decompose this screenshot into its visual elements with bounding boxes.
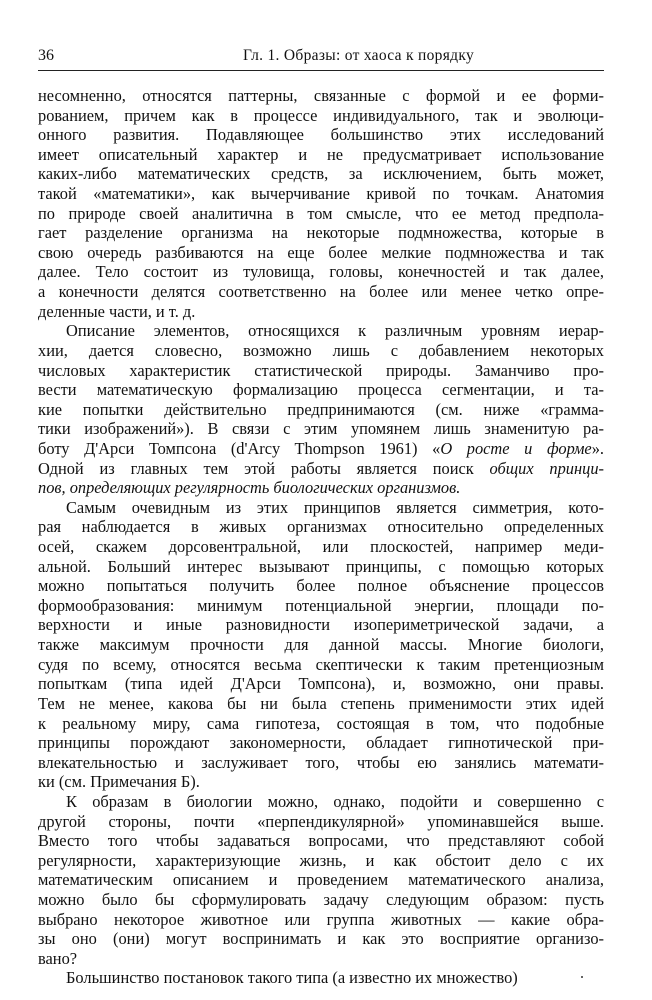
body-text (38, 86, 604, 988)
text-line: выбрано некоторое животное или группа животных — какие обра- (38, 909, 604, 929)
text-line: Самым очевидным из этих принципов является симметрия, кото- (66, 497, 604, 517)
text-line: онного развития. Подавляющее большинство этих исследований (38, 125, 604, 145)
text-line: имеет описательный характер и не предусматривает использование (38, 144, 604, 164)
text-line: кие попытки действительно предпринимаются (см. ниже «грамма- (38, 399, 604, 419)
text-segment: Одной из главных тем этой работы является поиск общих принци- (38, 458, 604, 478)
text-segment: пов, определяющих регулярность биологических организмов. (38, 478, 461, 498)
text-line: зы оно (они) могут воспринимать и как это восприятие организо- (38, 929, 604, 949)
text-line: формообразования: минимум потенциальной энергии, площади по- (38, 595, 604, 615)
print-speck (581, 976, 583, 978)
text-line: можно было бы сформулировать задачу следующим образом: пусть (38, 889, 604, 909)
text-line: влекательностью и заслуживает того, чтобы ею занялись математи- (38, 752, 604, 772)
text-line: Описание элементов, относящихся к различным уровням иерар- (66, 321, 604, 341)
text-line: вести математическую формализацию процесса сегментации, и та- (38, 380, 604, 400)
text-line: по природе своей аналитична в том смысле, что ее метод предпола- (38, 203, 604, 223)
text-line (38, 439, 604, 459)
text-line: другой стороны, почти «перпендикулярной» упоминавшейся выше. (38, 811, 604, 831)
running-head (38, 44, 604, 71)
chapter-title: Гл. 1. Образы: от хаоса к порядку (243, 47, 474, 64)
text-line: попыткам (типа идей Д'Арси Томпсона), и, возможно, они правы. (38, 674, 604, 694)
text-line: хии, дается словесно, возможно лишь с добавлением некоторых (38, 340, 604, 360)
text-line: судя по всему, относятся весьма скептически к таким претенциозным (38, 654, 604, 674)
text-line: осей, скажем дорсовентральной, или плоскостей, например меди- (38, 537, 604, 557)
text-line: к реальному миру, сама гипотеза, состоящая в том, что подобные (38, 713, 604, 733)
text-line: альной. Больший интерес вызывают принципы, с помощью которых (38, 556, 604, 576)
page-number: 36 (38, 47, 54, 64)
text-line: Большинство постановок такого типа (а известно их множество) (66, 968, 518, 988)
text-line: Тем не менее, какова бы ни была степень применимости этих идей (38, 693, 604, 713)
text-line: несомненно, относятся паттерны, связанные с формой и ее форми- (38, 86, 604, 105)
text-line: такой «математики», как вычерчивание кривой по точкам. Анатомия (38, 184, 604, 204)
text-line: далее. Тело состоит из туловища, головы, конечностей и так далее, (38, 262, 604, 282)
text-segment: боту Д'Арси Томпсона (d'Arcy Thompson 1961) «О росте и форме». (38, 438, 604, 458)
text-line: Вместо того чтобы задаваться вопросами, что представляют собой (38, 831, 604, 851)
text-line: К образам в биологии можно, однако, подойти и совершенно с (66, 791, 604, 811)
text-line (38, 459, 604, 479)
italic-run: О росте и форме (440, 438, 592, 458)
text-line: числовых характеристик статистической природы. Заманчиво про- (38, 360, 604, 380)
text-line: каких-либо математических средств, за исключением, быть может, (38, 164, 604, 184)
text-line: гает разделение организма на некоторые подмножества, которые в (38, 223, 604, 243)
text-line: рая наблюдается в живых организмах относительно определенных (38, 517, 604, 537)
text-line: рованием, причем как в процессе индивидуального, так и эволюци- (38, 105, 604, 125)
text-line: деленные части, и т. д. (38, 301, 196, 321)
text-line: ки (см. Примечания Б). (38, 772, 200, 792)
text-line (38, 478, 604, 498)
text-line: верхности и иные разновидности изопериметрической задачи, а (38, 615, 604, 635)
text-line: математическим описанием и проведением математического анализа, (38, 870, 604, 890)
text-line: тики изображений»). В связи с этим упомянем лишь знаменитую ра- (38, 419, 604, 439)
text-line: а конечности делятся соответственно на более или менее четко опре- (38, 282, 604, 302)
text-line: свою очередь разбиваются на еще более мелкие подмножества и так (38, 242, 604, 262)
text-line: можно попытаться получить более полное объяснение процессов (38, 576, 604, 596)
italic-run: общих принци- (489, 458, 604, 478)
text-line: принципы порождают закономерности, обладает гипнотической при- (38, 733, 604, 753)
text-line: регулярности, характеризующие жизнь, и как обстоит дело с их (38, 850, 604, 870)
text-line: вано? (38, 948, 78, 968)
text-line: также максимум прочности для данной массы. Многие биологи, (38, 635, 604, 655)
